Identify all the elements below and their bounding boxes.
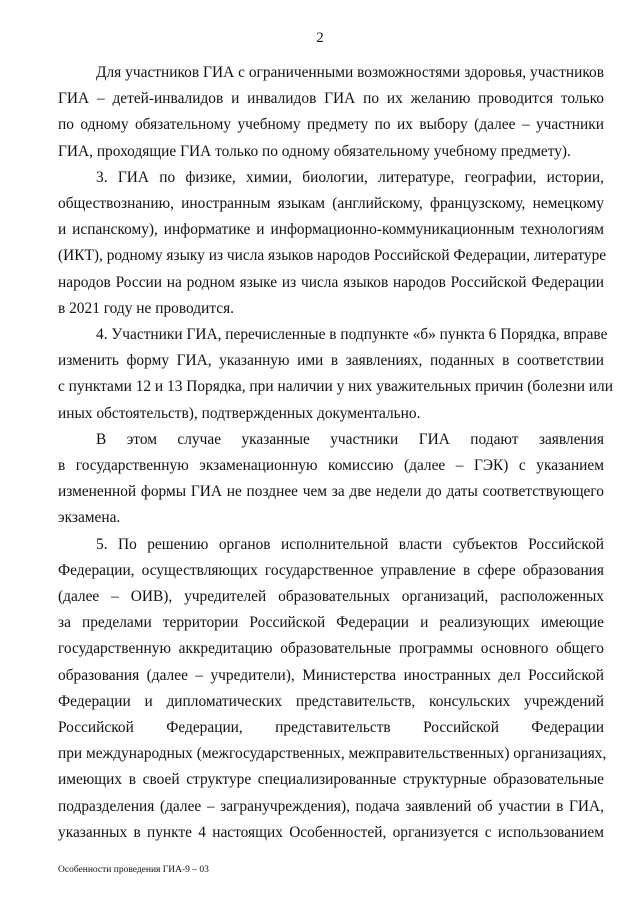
text-line: Федерации и дипломатических представительств, консульских учреждений [58,692,604,710]
text-line: в 2021 году не проводится. [58,299,234,317]
document-footer: Особенности проведения ГИА-9 – 03 [58,865,209,875]
text-line: (далее – ОИВ), учредителей образовательных организаций, расположенных [58,588,604,605]
text-line: за пределами территории Российской Федерации и реализующих имеющие [58,614,604,632]
text-line: подразделения (далее – загранучреждения), подача заявлений об участии в ГИА, [58,797,604,815]
text-line: при международных (межгосударственных, межправительственных) организациях, [58,745,607,763]
text-line: обществознанию, иностранным языкам (английскому, французскому, немецкому [58,195,604,212]
text-line: изменить форму ГИА, указанную ими в заявлениях, поданных в соответствии [58,352,604,370]
text-line: и испанскому), информатике и информационно-коммуникационным технологиям [58,221,604,239]
text-line: Федерации, осуществляющих государственное управление в сфере образования [58,561,604,579]
text-line: по одному обязательному учебному предмету по их выбору (далее – участники [58,116,604,134]
text-line: с пунктами 12 и 13 Порядка, при наличии у них уважительных причин (болезни или [58,378,613,396]
text-line: государственную аккредитацию образовательные программы основного общего [58,640,604,658]
text-line: имеющих в своей структуре специализированные структурные образовательные [58,771,604,789]
text-line: 4. Участники ГИА, перечисленные в подпункте «б» пункта 6 Порядка, вправе [96,326,608,343]
page-number: 2 [316,30,324,46]
text-line: экзамена. [58,509,121,527]
text-line: образования (далее – учредители), Министерства иностранных дел Российской [58,666,604,684]
text-line: иных обстоятельств), подтвержденных документально. [58,404,421,422]
text-line: в государственную экзаменационную комиссию (далее – ГЭК) с указанием [58,457,604,474]
text-line: (ИКТ), родному языку из числа языков народов Российской Федерации, литературе [58,247,607,265]
text-line: В этом случае указанные участники ГИА подают заявления [96,430,604,448]
text-line: Российской Федерации, представительств Российской Федерации [58,719,604,736]
text-line: народов России на родном языке из числа языков народов Российской Федерации [58,273,604,291]
text-line: 5. По решению органов исполнительной власти субъектов Российской [96,535,604,553]
text-line: указанных в пункте 4 настоящих Особенностей, организуется с использованием [58,823,604,841]
text-line: Для участников ГИА с ограниченными возможностями здоровья, участников [96,64,604,81]
text-line: ГИА, проходящие ГИА только по одному обязательному учебному предмету). [58,142,571,160]
text-line: 3. ГИА по физике, химии, биологии, литературе, географии, истории, [96,168,604,186]
text-line: измененной формы ГИА не позднее чем за две недели до даты соответствующего [58,483,604,501]
text-line: ГИА – детей-инвалидов и инвалидов ГИА по их желанию проводится только [58,90,604,108]
